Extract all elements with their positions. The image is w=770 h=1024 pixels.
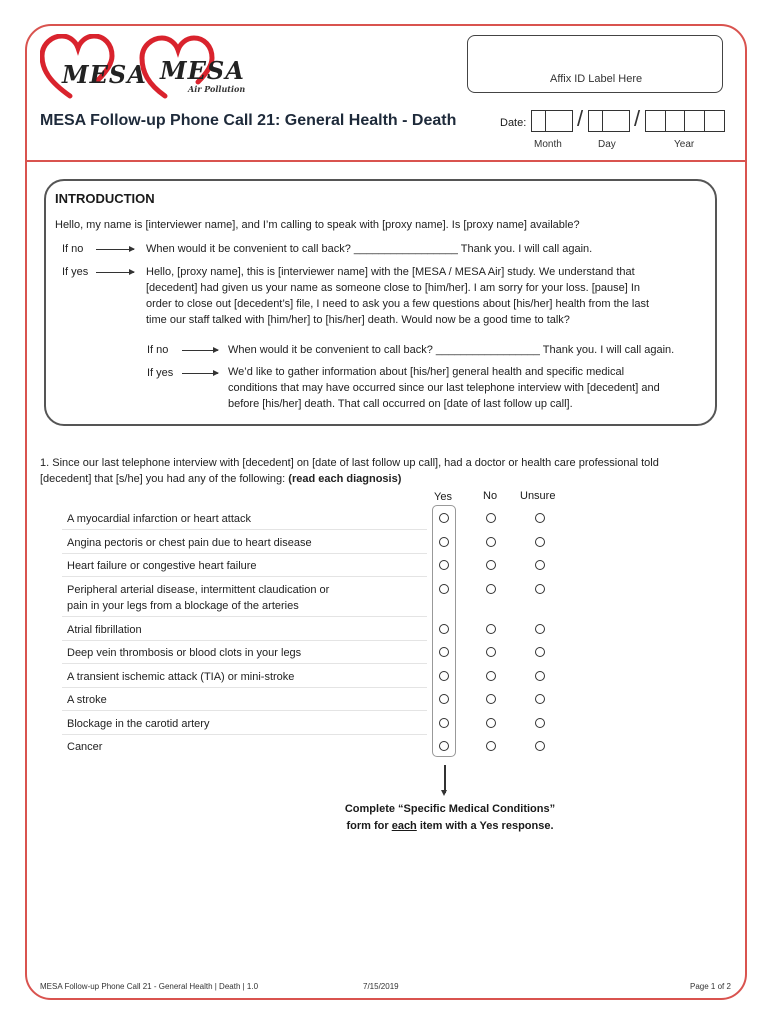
radio-yes[interactable] <box>439 513 449 523</box>
question-1-line-1: 1. Since our last telephone interview with [decedent] on [date of last follow up call], had a doctor or health care professional told <box>40 457 659 469</box>
row-divider <box>62 687 427 688</box>
sub-if-yes-label: If yes <box>147 367 174 379</box>
mesa-logo <box>40 34 270 104</box>
arrow-right-icon <box>182 350 218 351</box>
note-pre: form for <box>346 820 392 832</box>
col-unsure: Unsure <box>520 490 556 502</box>
radio-unsure[interactable] <box>535 560 545 570</box>
if-no-label: If no <box>62 243 84 255</box>
radio-yes[interactable] <box>439 624 449 634</box>
radio-no[interactable] <box>486 624 496 634</box>
row-divider <box>62 616 427 617</box>
intro-greeting: Hello, my name is [interviewer name], and I’m calling to speak with [proxy name]. Is [proxy name] available? <box>55 219 580 231</box>
diagnosis-label: A stroke <box>67 694 107 706</box>
instruction-note <box>340 801 560 835</box>
radio-no[interactable] <box>486 741 496 751</box>
radio-no[interactable] <box>486 537 496 547</box>
footer-date: 7/15/2019 <box>363 982 399 991</box>
note-post: item with a Yes response. <box>416 820 554 832</box>
row-divider <box>62 553 427 554</box>
date-slash-2: / <box>634 106 641 131</box>
sub-if-no-text: When would it be convenient to call back? _________________ Thank you. I will call again. <box>228 344 675 356</box>
row-divider <box>62 734 427 735</box>
radio-yes[interactable] <box>439 560 449 570</box>
radio-no[interactable] <box>486 584 496 594</box>
radio-unsure[interactable] <box>535 647 545 657</box>
radio-unsure[interactable] <box>535 741 545 751</box>
if-yes-line-2: [decedent] had given us your name as someone close to [him/her]. I am sorry for your loss. [pause] In <box>146 282 641 294</box>
radio-no[interactable] <box>486 513 496 523</box>
arrow-right-icon <box>96 272 134 273</box>
logo-subtitle: Air Pollution <box>188 84 246 94</box>
radio-no[interactable] <box>486 671 496 681</box>
footer-page: Page 1 of 2 <box>690 982 731 991</box>
row-divider <box>62 663 427 664</box>
introduction-heading: INTRODUCTION <box>55 191 155 206</box>
radio-yes[interactable] <box>439 537 449 547</box>
row-divider <box>62 529 427 530</box>
affix-label-box <box>467 35 723 93</box>
sub-if-yes-line-3: before [his/her] death. That call occurred on [date of last follow up call]. <box>228 398 573 410</box>
radio-yes[interactable] <box>439 741 449 751</box>
note-underlined: each <box>391 820 417 832</box>
diagnosis-label: pain in your legs from a blockage of the arteries <box>67 600 299 612</box>
footer-left: MESA Follow-up Phone Call 21 - General Health | Death | 1.0 <box>40 982 259 991</box>
radio-unsure[interactable] <box>535 624 545 634</box>
radio-unsure[interactable] <box>535 718 545 728</box>
radio-unsure[interactable] <box>535 694 545 704</box>
radio-yes[interactable] <box>439 694 449 704</box>
diagnosis-label: Heart failure or congestive heart failure <box>67 560 257 572</box>
year-input[interactable] <box>645 110 725 132</box>
note-line-1: Complete “Specific Medical Conditions” <box>344 803 556 815</box>
col-no: No <box>483 490 498 502</box>
diagnosis-label: Deep vein thrombosis or blood clots in your legs <box>67 647 302 659</box>
radio-no[interactable] <box>486 718 496 728</box>
diagnosis-label: Angina pectoris or chest pain due to heart disease <box>67 537 312 549</box>
month-caption: Month <box>534 139 562 150</box>
arrow-down-icon <box>444 765 446 793</box>
if-yes-line-3: order to close out [decedent’s] file, I need to ask you a few questions about [his/her] health from the last <box>146 298 650 310</box>
radio-unsure[interactable] <box>535 537 545 547</box>
logo-word-2: MESA <box>160 56 245 85</box>
radio-no[interactable] <box>486 694 496 704</box>
date-slash-1: / <box>577 106 584 131</box>
arrow-right-icon <box>182 373 218 374</box>
year-caption: Year <box>674 139 695 150</box>
question-1-line-2: [decedent] that [s/he] you had any of the following: <box>40 473 286 485</box>
radio-no[interactable] <box>486 647 496 657</box>
header-separator <box>25 160 747 162</box>
radio-yes[interactable] <box>439 718 449 728</box>
if-yes-line-1: Hello, [proxy name], this is [interviewer name] with the [MESA / MESA Air] study. We understand that <box>146 266 635 278</box>
logo-word-1: MESA <box>62 60 147 89</box>
diagnosis-label: Peripheral arterial disease, intermittent claudication or <box>67 584 330 596</box>
diagnosis-label: Blockage in the carotid artery <box>67 718 210 730</box>
day-caption: Day <box>598 139 616 150</box>
diagnosis-label: A transient ischemic attack (TIA) or mini-stroke <box>67 671 295 683</box>
radio-unsure[interactable] <box>535 671 545 681</box>
affix-label-text: Affix ID Label Here <box>550 73 643 85</box>
sub-if-yes-line-2: conditions that may have occurred since our last telephone interview with [decedent] and <box>228 382 660 394</box>
row-divider <box>62 710 427 711</box>
row-divider <box>62 576 427 577</box>
diagnosis-label: A myocardial infarction or heart attack <box>67 513 252 525</box>
radio-yes[interactable] <box>439 671 449 681</box>
question-1-instruction: (read each diagnosis) <box>288 473 402 485</box>
col-yes: Yes <box>434 491 452 503</box>
day-input[interactable] <box>588 110 630 132</box>
if-yes-label: If yes <box>62 266 89 278</box>
if-no-text: When would it be convenient to call back? _________________ Thank you. I will call again. <box>146 243 593 255</box>
radio-unsure[interactable] <box>535 513 545 523</box>
diagnosis-label: Cancer <box>67 741 103 753</box>
radio-no[interactable] <box>486 560 496 570</box>
radio-yes[interactable] <box>439 584 449 594</box>
radio-unsure[interactable] <box>535 584 545 594</box>
arrow-right-icon <box>96 249 134 250</box>
diagnosis-label: Atrial fibrillation <box>67 624 142 636</box>
radio-yes[interactable] <box>439 647 449 657</box>
row-divider <box>62 640 427 641</box>
month-input[interactable] <box>531 110 573 132</box>
if-yes-line-4: time our staff talked with [him/her] to [his/her] death. Would now be a good time to talk? <box>146 314 570 326</box>
sub-if-yes-line-1: We’d like to gather information about [his/her] general health and specific medical <box>228 366 625 378</box>
sub-if-no-label: If no <box>147 344 169 356</box>
page-title: MESA Follow-up Phone Call 21: General Health - Death <box>40 112 457 129</box>
date-label: Date: <box>500 117 527 129</box>
